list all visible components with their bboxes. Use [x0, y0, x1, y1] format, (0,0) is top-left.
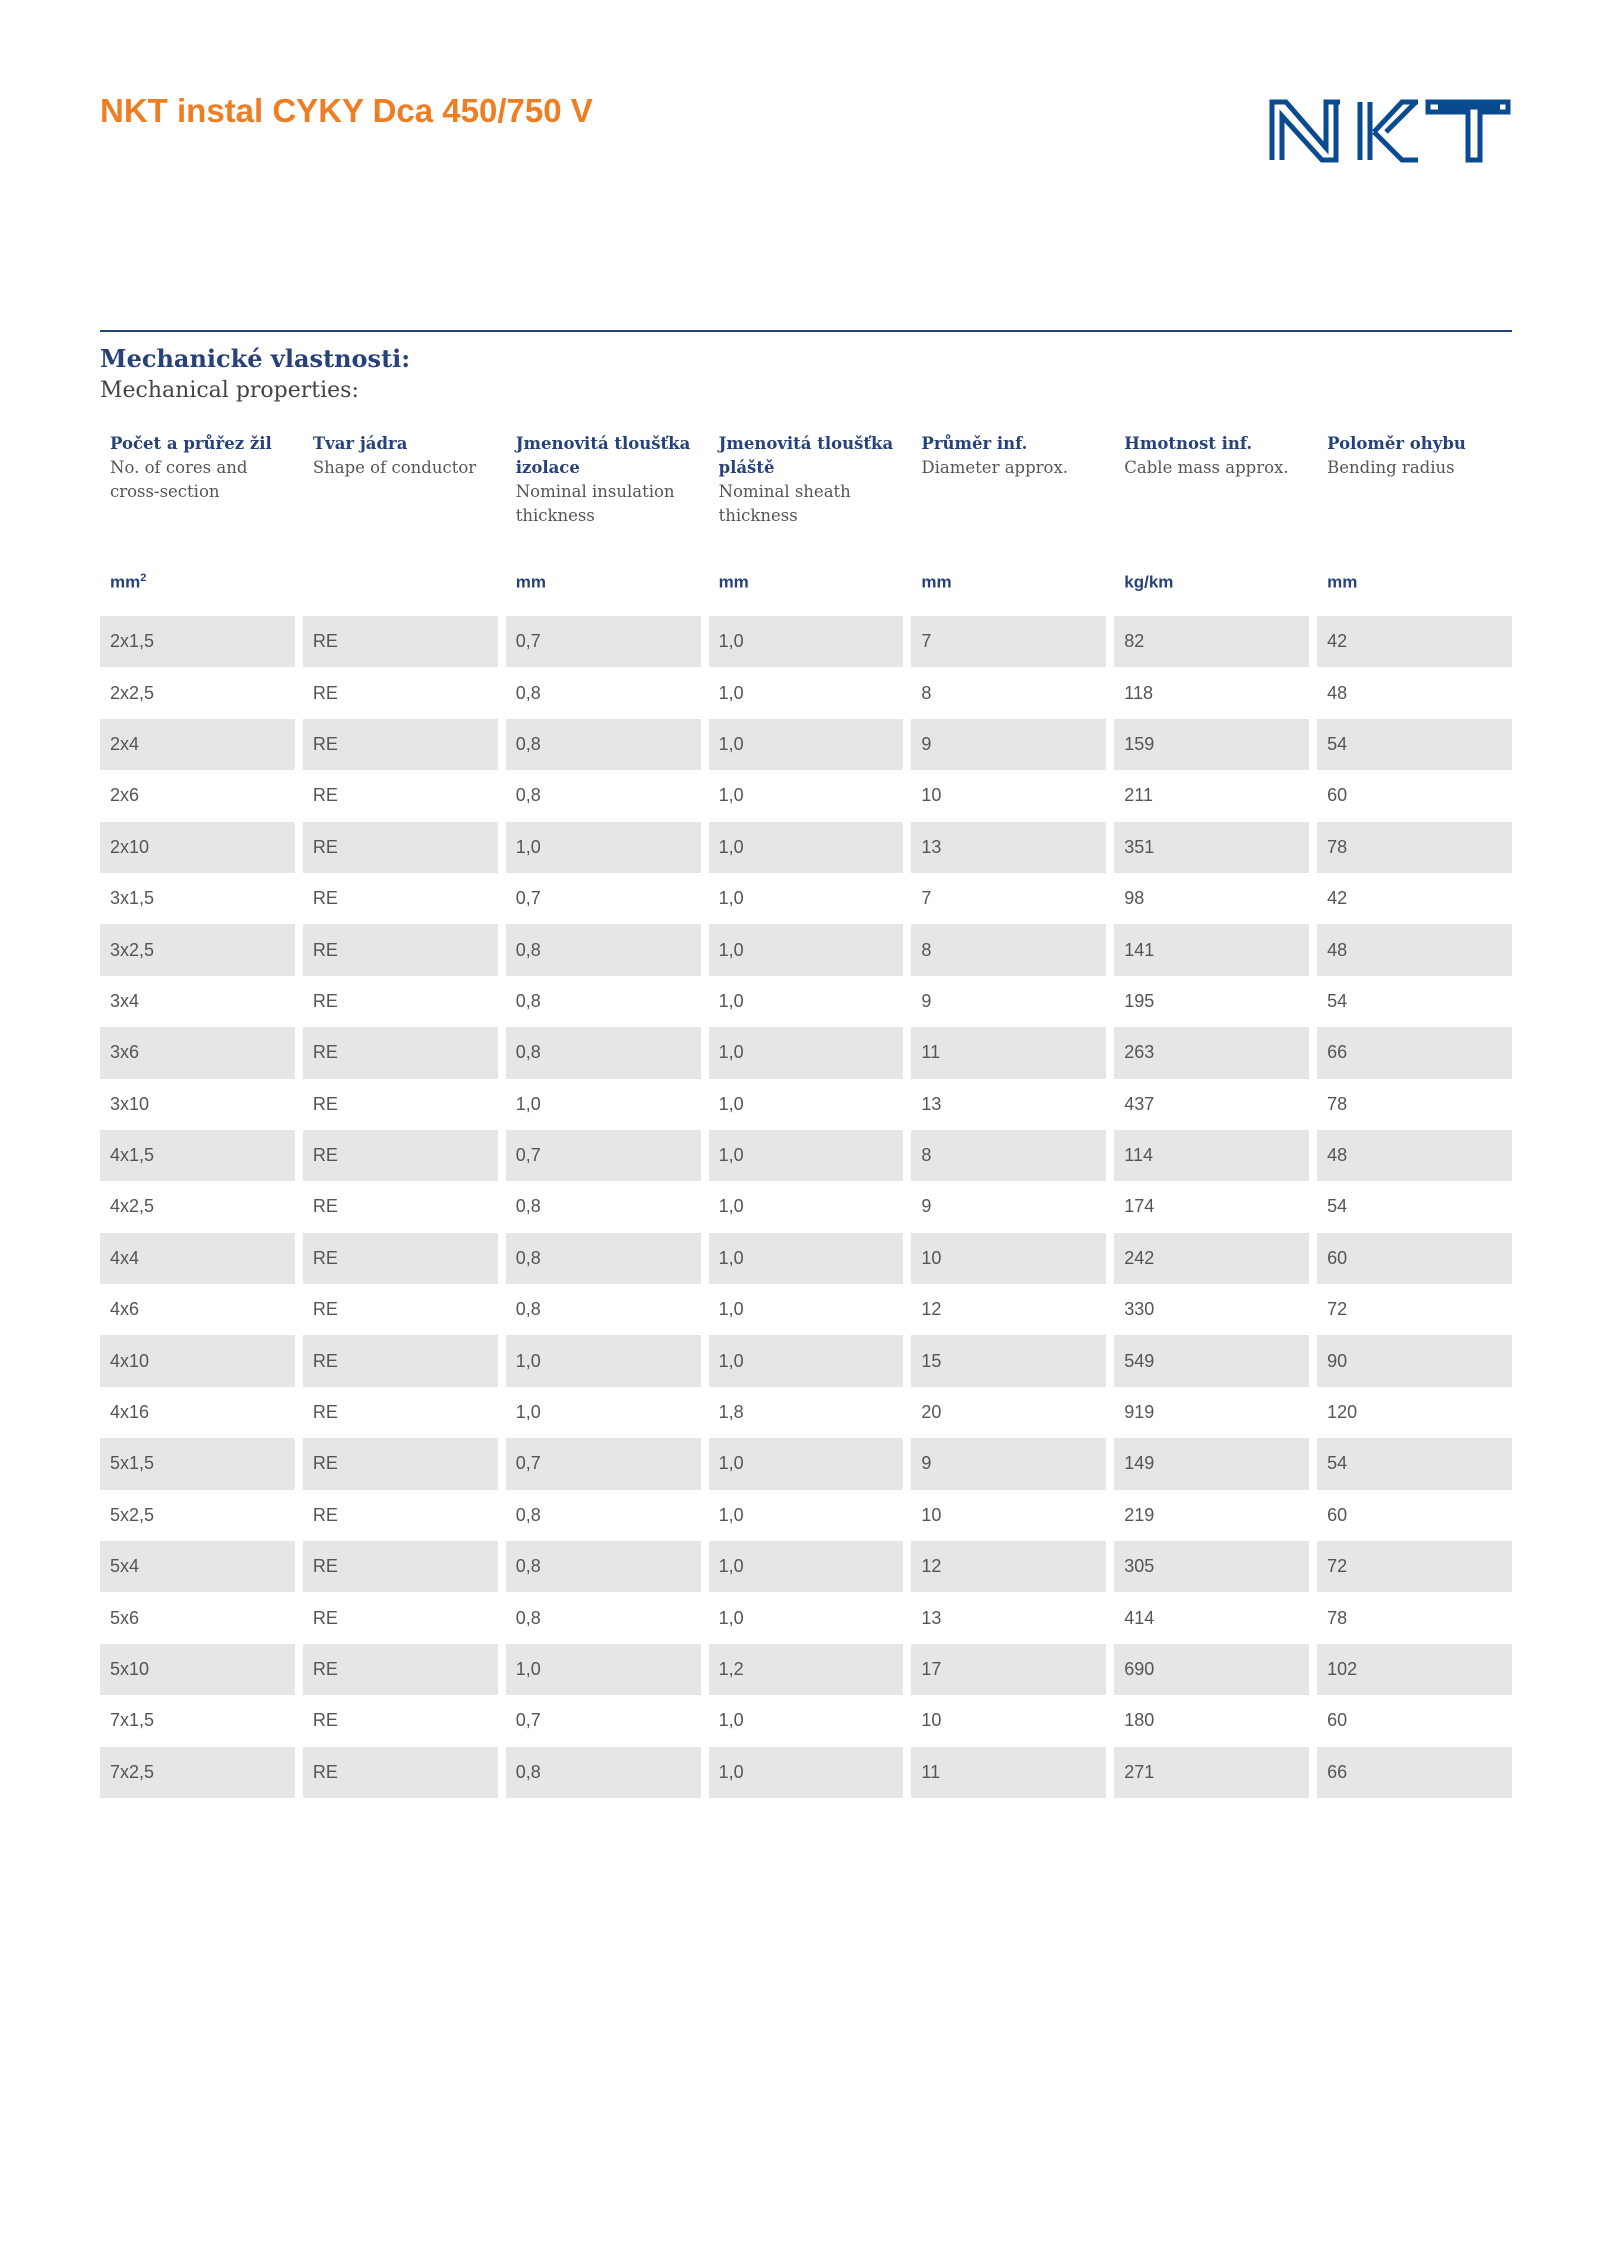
table-cell: 60: [1327, 1504, 1348, 1525]
table-cell: 1,2: [709, 1644, 904, 1695]
table-cell: 1,0: [515, 1093, 541, 1114]
table-cell: 4x4: [100, 1233, 295, 1284]
table-cell: 54: [1317, 719, 1512, 770]
table-row: [100, 1438, 1512, 1489]
table-cell: 1,0: [709, 1335, 904, 1386]
table-cell: 2x4: [100, 719, 295, 770]
table-cell: 54: [1327, 990, 1348, 1011]
table-cell: 20: [921, 1402, 942, 1423]
table-unit-row: [100, 562, 1512, 602]
column-header-cz: Hmotnost inf.: [1124, 434, 1253, 453]
column-unit-superscript: 2: [140, 571, 147, 584]
table-cell: 4x1,5: [100, 1130, 295, 1181]
table-cell: 10: [921, 785, 942, 806]
table-cell: 414: [1124, 1607, 1155, 1628]
table-cell: 13: [921, 1093, 942, 1114]
column-header: [1114, 432, 1309, 528]
column-header-cz: Jmenovitá tloušťka izolace: [515, 434, 691, 477]
table-cell: 9: [911, 719, 1106, 770]
table-cell: 0,8: [515, 1196, 541, 1217]
table-row: [100, 1079, 1512, 1130]
table-cell: 1,0: [709, 924, 904, 975]
table-cell: 1,0: [718, 682, 744, 703]
table-cell: 211: [1124, 785, 1153, 806]
table-cell: 0,8: [515, 1299, 541, 1320]
table-cell: 180: [1124, 1710, 1155, 1731]
table-cell: 141: [1114, 924, 1309, 975]
table-cell: 66: [1317, 1747, 1512, 1798]
table-cell: RE: [303, 719, 498, 770]
table-cell: 0,8: [515, 785, 541, 806]
column-unit: [506, 572, 701, 593]
table-cell: 0,8: [515, 682, 541, 703]
table-cell: 2x6: [110, 785, 140, 806]
table-cell: 78: [1327, 1093, 1348, 1114]
table-cell: 1,0: [709, 1541, 904, 1592]
table-row: [100, 1233, 1512, 1284]
table-cell: 3x6: [100, 1027, 295, 1078]
table-row: [100, 1387, 1512, 1438]
table-cell: 13: [911, 822, 1106, 873]
table-cell: RE: [312, 888, 338, 909]
table-cell: 263: [1114, 1027, 1309, 1078]
table-cell: 305: [1114, 1541, 1309, 1592]
table-cell: 9: [921, 990, 932, 1011]
table-cell: 0,8: [515, 1504, 541, 1525]
table-cell: 118: [1124, 682, 1153, 703]
table-cell: 149: [1114, 1438, 1309, 1489]
column-unit-text: mm: [718, 572, 749, 592]
table-cell: 17: [911, 1644, 1106, 1695]
table-cell: 102: [1317, 1644, 1512, 1695]
table-cell: 9: [911, 1438, 1106, 1489]
column-unit: [1114, 572, 1309, 593]
table-cell: 4x16: [110, 1402, 150, 1423]
table-row: [100, 1335, 1512, 1386]
table-cell: 919: [1124, 1402, 1155, 1423]
table-cell: 1,0: [718, 1093, 744, 1114]
table-cell: 0,8: [506, 1541, 701, 1592]
table-row: [100, 1130, 1512, 1181]
table-cell: 1,0: [506, 822, 701, 873]
table-row: [100, 616, 1512, 667]
table-cell: 0,7: [506, 1130, 701, 1181]
table-cell: 11: [911, 1747, 1106, 1798]
table-cell: 5x10: [100, 1644, 295, 1695]
table-cell: 7x2,5: [100, 1747, 295, 1798]
table-cell: RE: [303, 924, 498, 975]
table-cell: 10: [921, 1710, 942, 1731]
table-cell: 1,0: [718, 1710, 744, 1731]
table-cell: 90: [1317, 1335, 1512, 1386]
table-cell: 1,0: [709, 1438, 904, 1489]
table-row: [100, 1695, 1512, 1746]
column-unit: [709, 572, 904, 593]
table-cell: RE: [312, 1299, 338, 1320]
column-unit: [911, 572, 1106, 593]
column-header-en: No. of cores and cross-section: [110, 458, 248, 501]
table-cell: 114: [1114, 1130, 1309, 1181]
table-cell: 0,8: [506, 1027, 701, 1078]
table-cell: 4x10: [100, 1335, 295, 1386]
table-cell: 1,0: [709, 616, 904, 667]
table-cell: 3x4: [110, 990, 140, 1011]
table-cell: 98: [1124, 888, 1145, 909]
table-cell: RE: [312, 785, 338, 806]
document-title: NKT instal CYKY Dca 450/750 V: [100, 92, 593, 129]
table-cell: 78: [1327, 1607, 1348, 1628]
table-cell: 72: [1327, 1299, 1348, 1320]
table-cell: 8: [921, 682, 932, 703]
table-cell: 1,0: [709, 1130, 904, 1181]
table-cell: 3x1,5: [110, 888, 155, 909]
table-cell: 9: [921, 1196, 932, 1217]
table-cell: 0,7: [515, 888, 541, 909]
table-row: [100, 1644, 1512, 1695]
table-cell: 1,0: [709, 1233, 904, 1284]
table-row: [100, 1541, 1512, 1592]
column-header-cz: Jmenovitá tloušťka pláště: [718, 434, 894, 477]
table-cell: 1,0: [515, 1402, 541, 1423]
table-cell: 271: [1114, 1747, 1309, 1798]
table-cell: 1,0: [718, 1299, 744, 1320]
table-cell: 0,7: [506, 616, 701, 667]
table-row: [100, 822, 1512, 873]
table-row: [100, 1592, 1512, 1643]
section-subtitle: Mechanical properties:: [100, 378, 359, 403]
table-cell: 242: [1114, 1233, 1309, 1284]
table-cell: 12: [911, 1541, 1106, 1592]
column-unit: [100, 572, 295, 593]
table-cell: 219: [1124, 1504, 1155, 1525]
table-cell: RE: [312, 1607, 338, 1628]
table-cell: 4x2,5: [110, 1196, 155, 1217]
column-header-cz: Tvar jádra: [312, 434, 408, 453]
column-header-cz: Poloměr ohybu: [1327, 434, 1466, 453]
column-unit-text: mm: [515, 572, 546, 592]
table-cell: 4x6: [110, 1299, 140, 1320]
table-cell: 174: [1124, 1196, 1155, 1217]
table-row: [100, 873, 1512, 924]
table-cell: RE: [312, 1504, 338, 1525]
column-header-cz: Počet a průřez žil: [110, 434, 272, 453]
table-cell: 82: [1114, 616, 1309, 667]
table-cell: 54: [1327, 1196, 1348, 1217]
table-cell: 0,8: [506, 719, 701, 770]
nkt-logo: [1268, 98, 1512, 164]
table-cell: 0,7: [515, 1710, 541, 1731]
table-cell: 66: [1317, 1027, 1512, 1078]
table-cell: 5x2,5: [110, 1504, 155, 1525]
table-cell: 48: [1317, 1130, 1512, 1181]
table-row: [100, 924, 1512, 975]
table-cell: 7: [911, 616, 1106, 667]
table-cell: RE: [312, 1093, 338, 1114]
table-cell: 0,8: [515, 990, 541, 1011]
section-title: Mechanické vlastnosti:: [100, 344, 411, 373]
table-cell: RE: [312, 1196, 338, 1217]
table-cell: 1,0: [506, 1335, 701, 1386]
table-cell: 8: [911, 1130, 1106, 1181]
table-cell: RE: [303, 1541, 498, 1592]
table-cell: 60: [1327, 785, 1348, 806]
column-unit-text: mm: [110, 572, 141, 592]
table-cell: 48: [1317, 924, 1512, 975]
table-cell: 1,8: [718, 1402, 744, 1423]
column-header: [911, 432, 1106, 528]
table-cell: 0,8: [506, 924, 701, 975]
table-row: [100, 976, 1512, 1027]
table-row: [100, 770, 1512, 821]
column-header: [506, 432, 701, 528]
table-cell: 15: [911, 1335, 1106, 1386]
table-cell: 60: [1317, 1233, 1512, 1284]
mechanical-properties-table: [100, 432, 1512, 1798]
table-cell: RE: [303, 1233, 498, 1284]
table-cell: 1,0: [506, 1644, 701, 1695]
table-cell: 3x2,5: [100, 924, 295, 975]
table-cell: RE: [303, 1438, 498, 1489]
table-cell: RE: [303, 616, 498, 667]
table-cell: 0,8: [506, 1747, 701, 1798]
table-row: [100, 667, 1512, 718]
table-cell: RE: [303, 822, 498, 873]
table-cell: 2x2,5: [110, 682, 155, 703]
table-cell: RE: [303, 1335, 498, 1386]
table-cell: 1,0: [718, 990, 744, 1011]
logo-text: NKT: [1268, 98, 1270, 99]
table-cell: 10: [921, 1504, 942, 1525]
table-row: [100, 719, 1512, 770]
table-cell: 5x6: [110, 1607, 140, 1628]
column-header-en: Nominal insulation thickness: [515, 482, 675, 525]
table-cell: RE: [303, 1130, 498, 1181]
table-cell: 0,8: [515, 1607, 541, 1628]
table-cell: RE: [303, 1747, 498, 1798]
table-cell: 437: [1124, 1093, 1155, 1114]
column-header: [303, 432, 498, 528]
table-cell: 3x10: [110, 1093, 150, 1114]
column-unit: [1317, 572, 1512, 593]
table-cell: 330: [1124, 1299, 1155, 1320]
column-header: [100, 432, 295, 528]
table-cell: 72: [1317, 1541, 1512, 1592]
table-cell: 1,0: [718, 785, 744, 806]
table-cell: 54: [1317, 1438, 1512, 1489]
column-header: [709, 432, 904, 528]
table-cell: 48: [1327, 682, 1348, 703]
table-cell: 1,0: [718, 888, 744, 909]
table-row: [100, 1027, 1512, 1078]
table-cell: RE: [312, 1402, 338, 1423]
column-header-en: Nominal sheath thickness: [718, 482, 851, 525]
table-body: [100, 616, 1512, 1798]
table-row: [100, 1747, 1512, 1798]
table-cell: 0,7: [506, 1438, 701, 1489]
table-cell: 1,0: [718, 1504, 744, 1525]
table-cell: 8: [911, 924, 1106, 975]
table-cell: 1,0: [709, 1747, 904, 1798]
table-cell: RE: [303, 1644, 498, 1695]
table-cell: 120: [1327, 1402, 1358, 1423]
table-cell: 42: [1317, 616, 1512, 667]
column-header: [1317, 432, 1512, 528]
table-cell: 11: [911, 1027, 1106, 1078]
table-row: [100, 1181, 1512, 1232]
table-cell: 195: [1124, 990, 1155, 1011]
table-cell: 7x1,5: [110, 1710, 155, 1731]
table-cell: 7: [921, 888, 932, 909]
table-cell: RE: [312, 682, 338, 703]
table-cell: 1,0: [709, 1027, 904, 1078]
table-cell: 351: [1114, 822, 1309, 873]
table-cell: 5x4: [100, 1541, 295, 1592]
table-cell: 78: [1317, 822, 1512, 873]
table-cell: RE: [303, 1027, 498, 1078]
table-cell: 1,0: [718, 1607, 744, 1628]
table-cell: 1,0: [709, 719, 904, 770]
table-cell: 12: [921, 1299, 942, 1320]
column-unit-text: mm: [1327, 572, 1358, 592]
table-cell: 1,0: [709, 822, 904, 873]
table-cell: 10: [911, 1233, 1106, 1284]
table-cell: 159: [1114, 719, 1309, 770]
table-cell: RE: [312, 990, 338, 1011]
column-header-en: Cable mass approx.: [1124, 458, 1289, 477]
table-row: [100, 1490, 1512, 1541]
table-cell: 5x1,5: [100, 1438, 295, 1489]
table-cell: 1,0: [718, 1196, 744, 1217]
table-cell: 13: [921, 1607, 942, 1628]
column-header-cz: Průměr inf.: [921, 434, 1028, 453]
table-cell: 2x1,5: [100, 616, 295, 667]
column-header-en: Diameter approx.: [921, 458, 1069, 477]
table-header-row: [100, 432, 1512, 528]
table-cell: 690: [1114, 1644, 1309, 1695]
table-cell: 0,8: [506, 1233, 701, 1284]
table-cell: RE: [312, 1710, 338, 1731]
table-row: [100, 1284, 1512, 1335]
table-cell: 60: [1327, 1710, 1348, 1731]
table-cell: 549: [1114, 1335, 1309, 1386]
section-divider: [100, 330, 1512, 332]
column-header-en: Bending radius: [1327, 458, 1455, 477]
column-unit-text: kg/km: [1124, 572, 1174, 592]
column-header-en: Shape of conductor: [312, 458, 477, 477]
table-cell: 2x10: [100, 822, 295, 873]
table-cell: 42: [1327, 888, 1348, 909]
column-unit-text: mm: [921, 572, 952, 592]
